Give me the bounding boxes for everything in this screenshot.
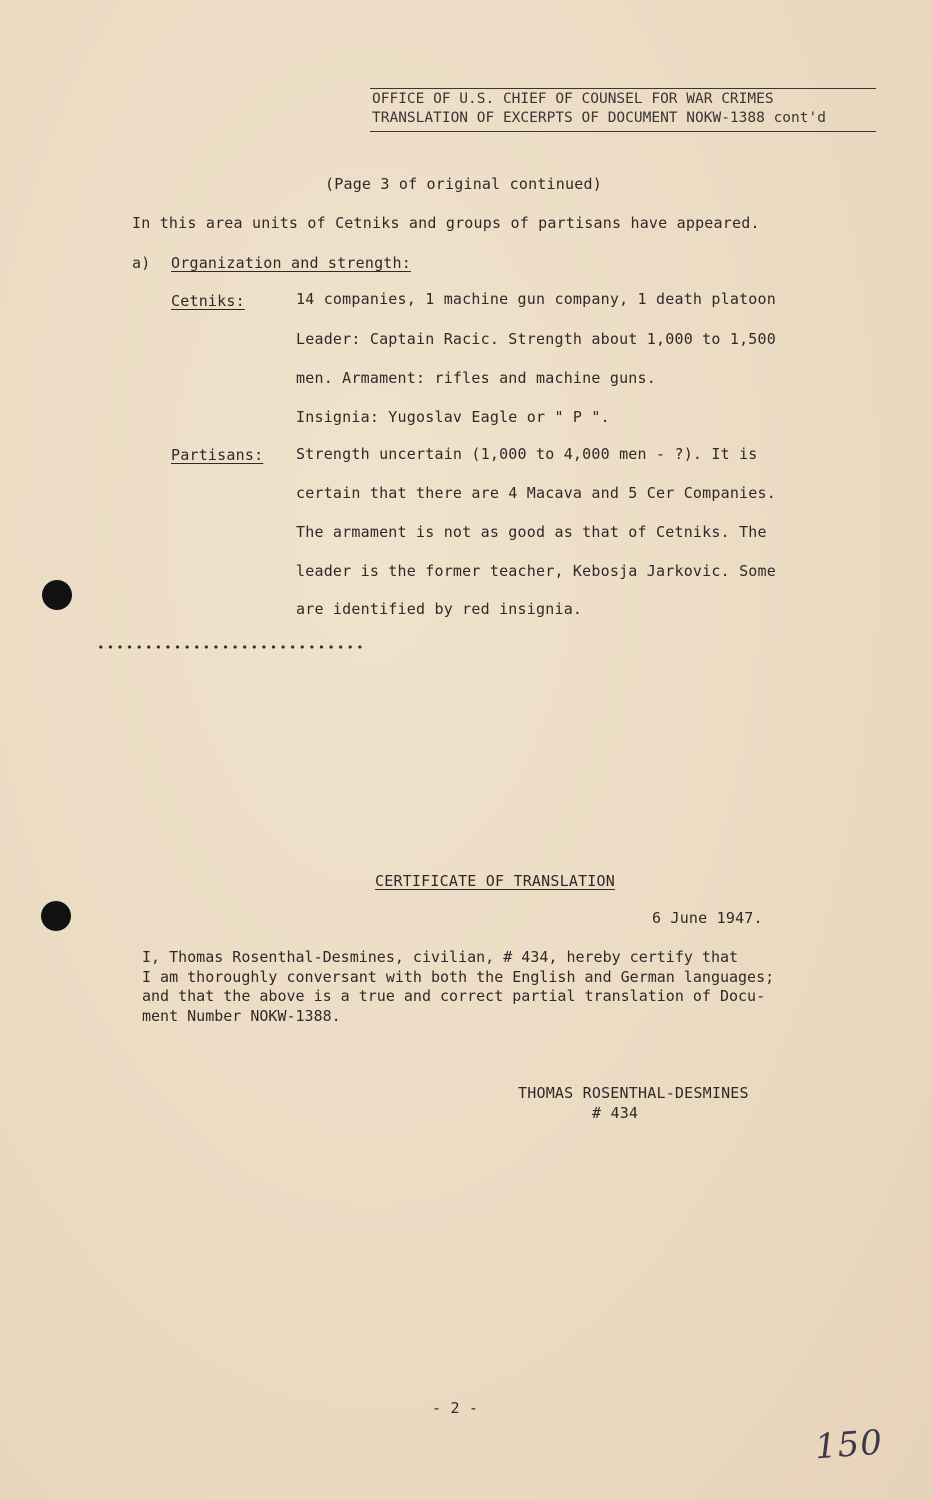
certificate-line: I, Thomas Rosenthal-Desmines, civilian, # 434, hereby certify that	[142, 948, 739, 966]
punch-hole	[42, 580, 72, 610]
dotted-separator	[96, 642, 364, 652]
section-marker: a)	[132, 254, 151, 272]
certificate-line: I am thoroughly conversant with both the English and German languages;	[142, 967, 775, 986]
cetniks-label: Cetniks:	[171, 292, 245, 310]
cetniks-line: Insignia: Yugoslav Eagle or " P ".	[296, 408, 610, 426]
partisans-line: Strength uncertain (1,000 to 4,000 men - ?). It is	[296, 445, 758, 463]
partisans-line: leader is the former teacher, Kebosja Jarkovic. Some	[296, 562, 776, 580]
cetniks-line: men. Armament: rifles and machine guns.	[296, 369, 656, 387]
partisans-line: certain that there are 4 Macava and 5 Cer Companies.	[296, 484, 776, 502]
certificate-line: and that the above is a true and correct partial translation of Docu-	[142, 987, 766, 1005]
header-office-line: OFFICE OF U.S. CHIEF OF COUNSEL FOR WAR CRIMES	[372, 91, 774, 107]
partisans-label: Partisans:	[171, 446, 264, 464]
certificate-line: ment Number NOKW-1388.	[142, 1006, 341, 1025]
certificate-title: CERTIFICATE OF TRANSLATION	[375, 872, 615, 890]
intro-text: In this area units of Cetniks and groups of partisans have appeared.	[132, 214, 760, 232]
page-note: (Page 3 of original continued)	[325, 175, 602, 193]
cetniks-line: Leader: Captain Racic. Strength about 1,000 to 1,500	[296, 330, 776, 348]
header-translation-line: TRANSLATION OF EXCERPTS OF DOCUMENT NOKW-1388 cont'd	[372, 110, 826, 126]
page-number: - 2 -	[432, 1399, 479, 1417]
partisans-line: The armament is not as good as that of Cetniks. The	[296, 523, 767, 541]
signature-name: THOMAS ROSENTHAL-DESMINES	[518, 1084, 749, 1102]
section-title: Organization and strength:	[171, 254, 411, 272]
signature-number: # 434	[592, 1104, 639, 1122]
handwritten-page-number: 150	[813, 1422, 885, 1468]
punch-hole	[41, 901, 71, 931]
partisans-line: are identified by red insignia.	[296, 600, 583, 618]
certificate-date: 6 June 1947.	[652, 909, 763, 927]
certificate-body	[142, 948, 774, 1026]
cetniks-line: 14 companies, 1 machine gun company, 1 death platoon	[296, 290, 776, 308]
document-header	[370, 88, 876, 132]
